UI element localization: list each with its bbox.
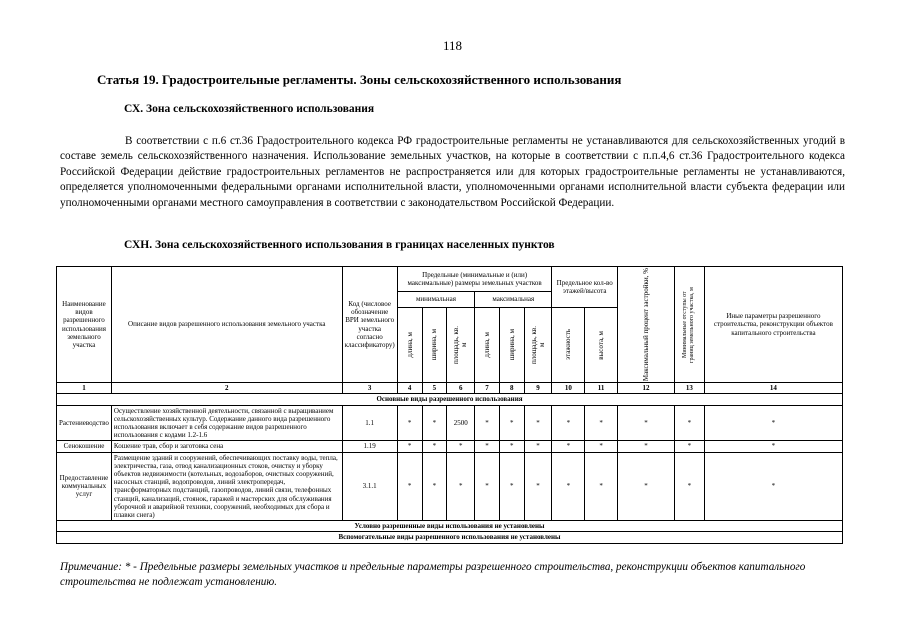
- column-numbers-row: 1 2 3 4 5 6 7 8 9 10 11 12 13 14: [57, 383, 843, 394]
- header-max-length: длина, м: [475, 307, 500, 382]
- header-min-length: длина, м: [397, 307, 422, 382]
- article-title: Статья 19. Градостроительные регламенты. Зоны сельскохозяйственного использования: [97, 72, 622, 87]
- header-code: Код (числовое обозначение ВРИ земельного участка согласно классификатору): [342, 267, 397, 383]
- header-other-params: Иные параметры разрешенного строительства, реконструкции объектов капитального строительства: [704, 267, 842, 383]
- header-min-offsets: Минимальные отступы от границ земельного участка, м: [675, 267, 705, 383]
- header-name: Наименование видов разрешенного использования земельного участка: [57, 267, 112, 383]
- header-height: высота, м: [585, 307, 618, 382]
- page-number: 118: [442, 38, 463, 53]
- header-max-area: площадь, кв. м: [524, 307, 552, 382]
- header-limits: Предельные (минимальные и (или) максимальные) размеры земельных участков: [397, 267, 552, 292]
- section-cx-heading: СХ. Зона сельскохозяйственного использования: [124, 103, 375, 115]
- table-row: Предоставление коммунальных услуг Размещение зданий и сооружений, обеспечивающих поставку воды, тепла, электричества, газа, отвод канализационных стоков, очистку и уборку объектов недвижимости (котельных, водозаборов, очистных сооружений, насосных станций, водопроводов, линий электропередач, трансформаторных подстанций, газопроводов, линий связи, телефонных станций, канализаций, стоянок, гаражей и мастерских для обслуживания уборочной и аварийной техники, сооружений, необходимых для сбора и плавки снега) 3.1.1 * * * * * * * * * * *: [57, 452, 843, 521]
- regulation-paragraph: В соответствии с п.6 ст.36 Градостроительного кодекса РФ градостроительные регламенты не устанавливаются для сельскохозяйственных угодий в составе земель сельскохозяйственного назначения. Использование земельных участков, на которые в соответствии с п.п.4,6 ст.36 Градостроительного кодекса Российской Федерации действие градостроительных регламентов не распространяется или для которых градостроительные регламенты не устанавливаются, определяется уполномоченными федеральными органами исполнительной власти, уполномоченными органами исполнительной власти субъекта федерации или уполномоченными органами местного самоуправления в соответствии с законодательством Российской Федерации.: [60, 135, 845, 209]
- header-floors-count: этажность: [552, 307, 585, 382]
- main-types-label: Основные виды разрешенного использования: [57, 394, 843, 405]
- header-max-width: ширина, м: [499, 307, 524, 382]
- regulations-table: [56, 266, 843, 544]
- header-max-percent: Максимальный процент застройки, %: [617, 267, 674, 383]
- header-min-width: ширина, м: [422, 307, 447, 382]
- conditional-types-label: Условно разрешенные виды использования не установлены: [57, 521, 843, 532]
- footnote: Примечание: * - Предельные размеры земельных участков и предельные параметры разрешенного строительства, реконструкции объектов капитального строительства не подлежат установлению.: [60, 561, 806, 588]
- table-row: Сенокошение Кошение трав, сбор и заготовка сена 1.19 * * * * * * * * * * *: [57, 441, 843, 452]
- header-min: минимальная: [397, 292, 474, 308]
- header-min-area: площадь, кв. м: [447, 307, 475, 382]
- header-description: Описание видов разрешенного использования земельного участка: [111, 267, 342, 383]
- section-cxn-heading: СХН. Зона сельскохозяйственного использования в границах населенных пунктов: [124, 239, 555, 251]
- header-max: максимальная: [475, 292, 552, 308]
- table-row: Растениеводство Осуществление хозяйственной деятельности, связанной с выращиванием сельскохозяйственных культур. Содержание данного вида разрешенного использования включает в себя содержание видов разрешенного использования с кодами 1.2-1.6 1.1 * * 2500 * * * * * * * *: [57, 405, 843, 441]
- auxiliary-types-label: Вспомогательные виды разрешенного использования не установлены: [57, 532, 843, 543]
- header-floors: Предельное кол-во этажей/высота: [552, 267, 617, 308]
